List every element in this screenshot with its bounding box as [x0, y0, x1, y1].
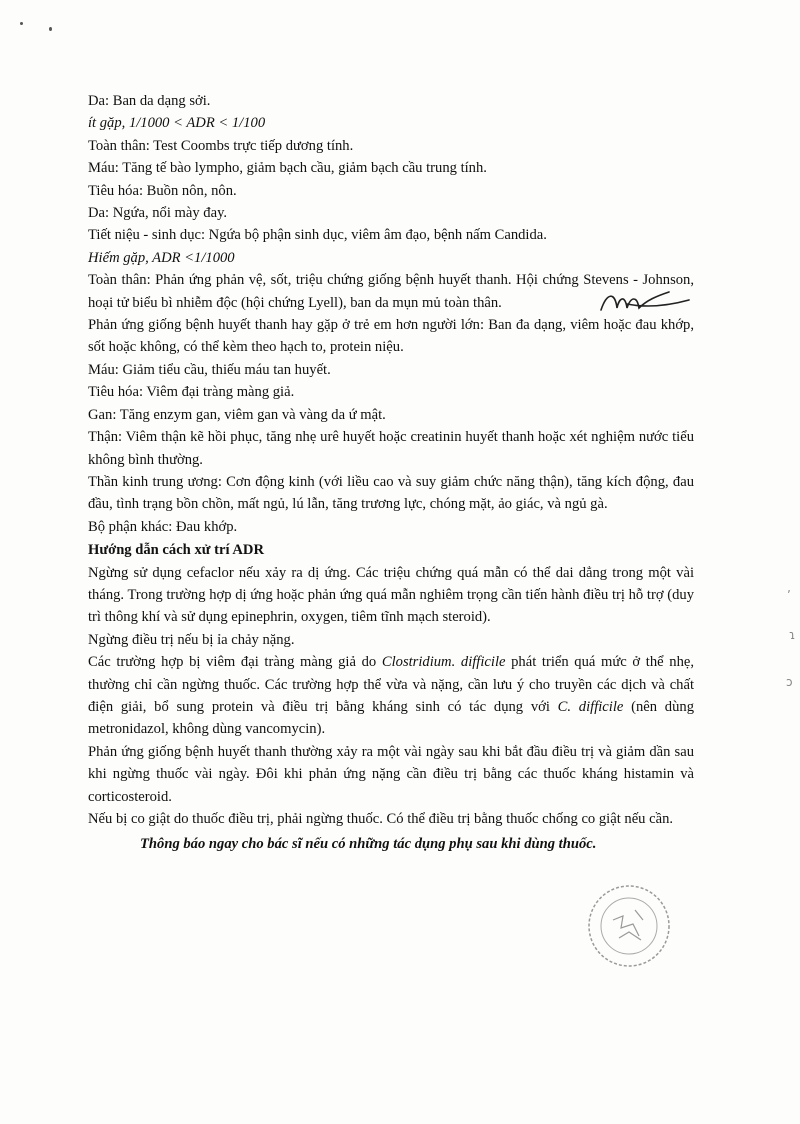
- colitis-text: (nên dùng metronidazol, không dùng vancomycin).: [88, 698, 694, 738]
- scan-edge-mark: ՚: [787, 588, 791, 602]
- paragraph-serum-reaction: Phản ứng giống bệnh huyết thanh thường xảy ra một vài ngày sau khi bắt đầu điều trị và giảm dần sau khi ngừng thuốc vài ngày. Đôi khi phản ứng nặng cần điều trị bằng các thuốc kháng histamin và corticosteroid.: [88, 743, 694, 805]
- paragraph-serum-sickness: Phản ứng giống bệnh huyết thanh hay gặp ở trẻ em hơn người lớn: Ban đa dạng, viêm hoặc đau khớp, sốt hoặc không, có thể kèm theo hạch to, protein niệu.: [88, 317, 694, 356]
- text-line: Tiêu hóa: Viêm đại tràng màng giả.: [88, 384, 295, 401]
- document-body: [88, 90, 694, 856]
- paragraph-stop-treatment: Ngừng sử dụng cefaclor nếu xảy ra dị ứng. Các triệu chứng quá mẫn có thể dai dẳng trong một vài tháng. Trong trường hợp dị ứng hoặc phản ứng quá mẫn nghiêm trọng cần tiến hành điều trị hỗ trợ (duy trì thông khí và sử dụng epinephrin, oxygen, tiêm tĩnh mạch steroid).: [88, 564, 694, 626]
- footer-notice: Thông báo ngay cho bác sĩ nếu có những tác dụng phụ sau khi dùng thuốc.: [140, 836, 597, 853]
- frequency-heading-uncommon: ít gặp, 1/1000 < ADR < 1/100: [88, 115, 266, 132]
- text-line: Máu: Tăng tế bào lympho, giảm bạch cầu, giảm bạch cầu trung tính.: [88, 160, 487, 177]
- scan-edge-mark: ɔ: [786, 675, 793, 689]
- text-line: Toàn thân: Test Coombs trực tiếp dương tính.: [88, 137, 354, 154]
- paragraph-systemic: Toàn thân: Phản ứng phản vệ, sốt, triệu chứng giống bệnh huyết thanh. Hội chứng Stevens - Johnson, hoại tử biểu bì nhiễm độc (hội chứng Lyell), ban da mụn mủ toàn thân.: [88, 272, 694, 311]
- seal-stamp: [583, 880, 675, 972]
- text-line: Gan: Tăng enzym gan, viêm gan và vàng da ứ mật.: [88, 406, 386, 423]
- paragraph-kidney: Thận: Viêm thận kẽ hồi phục, tăng nhẹ urê huyết hoặc creatinin huyết thanh hoặc xét nghiệm nước tiểu không bình thường.: [88, 429, 694, 468]
- scan-speck: [49, 27, 52, 31]
- paragraph-seizure: Nếu bị co giật do thuốc điều trị, phải ngừng thuốc. Có thể điều trị bằng thuốc chống co giật nếu cần.: [88, 811, 674, 827]
- text-line: Da: Ngứa, nổi mày đay.: [88, 205, 228, 222]
- organism-name: C. difficile: [557, 698, 624, 715]
- handwritten-signature: [597, 286, 697, 326]
- text-line: Tiêu hóa: Buồn nôn, nôn.: [88, 182, 237, 199]
- colitis-text: Các trường hợp bị viêm đại tràng màng giả do: [88, 654, 382, 671]
- section-heading: Hướng dẫn cách xử trí ADR: [88, 542, 265, 559]
- text-line: Da: Ban da dạng sởi.: [88, 93, 211, 109]
- colitis-text: phát triển quá mức ở thể nhẹ, thường chỉ cần ngừng thuốc. Các trường hợp thể vừa và nặng, cần lưu ý cho truyền các dịch và chất điện giải, bổ sung protein và điều trị bằng kháng sinh có tác dụng với: [88, 654, 694, 715]
- frequency-heading-rare: Hiếm gặp, ADR <1/1000: [88, 249, 235, 266]
- text-line: Ngừng điều trị nếu bị ỉa chảy nặng.: [88, 631, 295, 648]
- paragraph-colitis: [88, 651, 694, 741]
- scan-edge-mark: ɿ: [789, 628, 796, 642]
- text-line: Tiết niệu - sinh dục: Ngứa bộ phận sinh dục, viêm âm đạo, bệnh nấm Candida.: [88, 227, 547, 244]
- paragraph-cns: Thần kinh trung ương: Cơn động kinh (với liều cao và suy giảm chức năng thận), tăng kích động, đau đầu, tình trạng bồn chồn, mất ngủ, lú lẫn, tăng trương lực, chóng mặt, ảo giác, và ngủ gà.: [88, 473, 694, 513]
- text-line: Máu: Giảm tiểu cầu, thiếu máu tan huyết.: [88, 361, 331, 378]
- text-line: Bộ phận khác: Đau khớp.: [88, 518, 238, 535]
- scan-speck: [20, 22, 23, 25]
- organism-name: Clostridium. difficile: [381, 654, 506, 671]
